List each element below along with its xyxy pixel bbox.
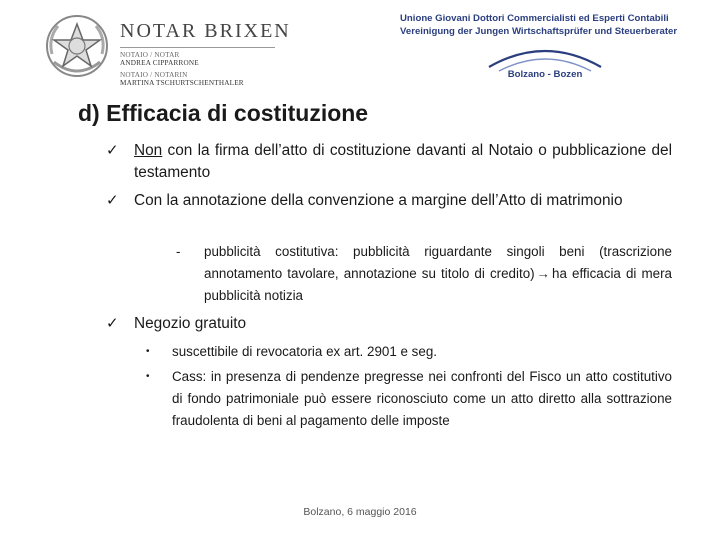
bullet-item xyxy=(146,341,672,363)
bullet-item-text: Cass: in presenza di pendenze pregresse nei confronti del Fisco un atto costitutivo di fondo patrimoniale può essere riconosciuto come un atto diretto alla sottrazione fraudolenta di beni al pagamento delle imposte xyxy=(172,369,672,428)
page-title: d) Efficacia di costituzione xyxy=(78,100,369,126)
sub-list-item-text xyxy=(204,241,672,307)
checkmark-icon: ✓ xyxy=(106,142,119,159)
list-item-text: Con la annotazione della convenzione a margine dell’Atto di matrimonio xyxy=(134,192,623,209)
list-item xyxy=(106,313,672,335)
bullet-icon: • xyxy=(146,346,150,357)
list-item-text xyxy=(134,140,672,184)
bullet-item-text: suscettibile di revocatoria ex art. 2901 e seg. xyxy=(172,344,437,359)
sub-list-item xyxy=(176,241,672,307)
notary-divider xyxy=(120,47,275,48)
association-logo xyxy=(400,13,700,85)
italian-republic-emblem-icon xyxy=(42,10,112,82)
checkmark-icon: ✓ xyxy=(106,192,119,209)
notary-title: NOTAR BRIXEN xyxy=(120,20,291,42)
sub-text-after-arrow: ha efficacia di mera pubblicità notizia xyxy=(204,266,673,303)
notary-role-1: NOTAIO / NOTAR xyxy=(120,51,180,59)
notary-names xyxy=(120,51,244,87)
association-name-de: Vereinigung der Jungen Wirtschaftsprüfer und Steuerberater xyxy=(400,26,678,37)
sub-text-before-arrow: pubblicità costitutiva: pubblicità riguardante singoli beni (trascrizione annotamento tavolare, annotazione su titolo di credito) xyxy=(204,244,672,281)
dash-marker: - xyxy=(176,244,181,259)
checkmark-icon: ✓ xyxy=(106,315,119,332)
notary-role-2: NOTAIO / NOTARIN xyxy=(120,71,188,79)
right-arrow-icon: → xyxy=(536,266,550,281)
notary-name-2: MARTINA TSCHURTSCHENTHALER xyxy=(120,79,244,87)
association-city: Bolzano - Bozen xyxy=(507,69,583,80)
notary-logo xyxy=(42,10,292,87)
list-item xyxy=(106,140,672,184)
bullet-icon: • xyxy=(146,371,150,382)
footer-date: Bolzano, 6 maggio 2016 xyxy=(303,506,417,518)
association-name-it: Unione Giovani Dottori Commercialisti ed Esperti Contabili xyxy=(400,13,669,24)
underlined-word: Non xyxy=(134,142,163,159)
list-item-text: Negozio gratuito xyxy=(134,315,247,332)
notary-name-1: ANDREA CIPPARRONE xyxy=(120,59,199,67)
list-item xyxy=(106,190,672,234)
bullet-item xyxy=(146,366,672,454)
list-item-text-rest: con la firma dell’atto di costituzione davanti al Notaio o pubblicazione del testamento xyxy=(134,142,672,181)
